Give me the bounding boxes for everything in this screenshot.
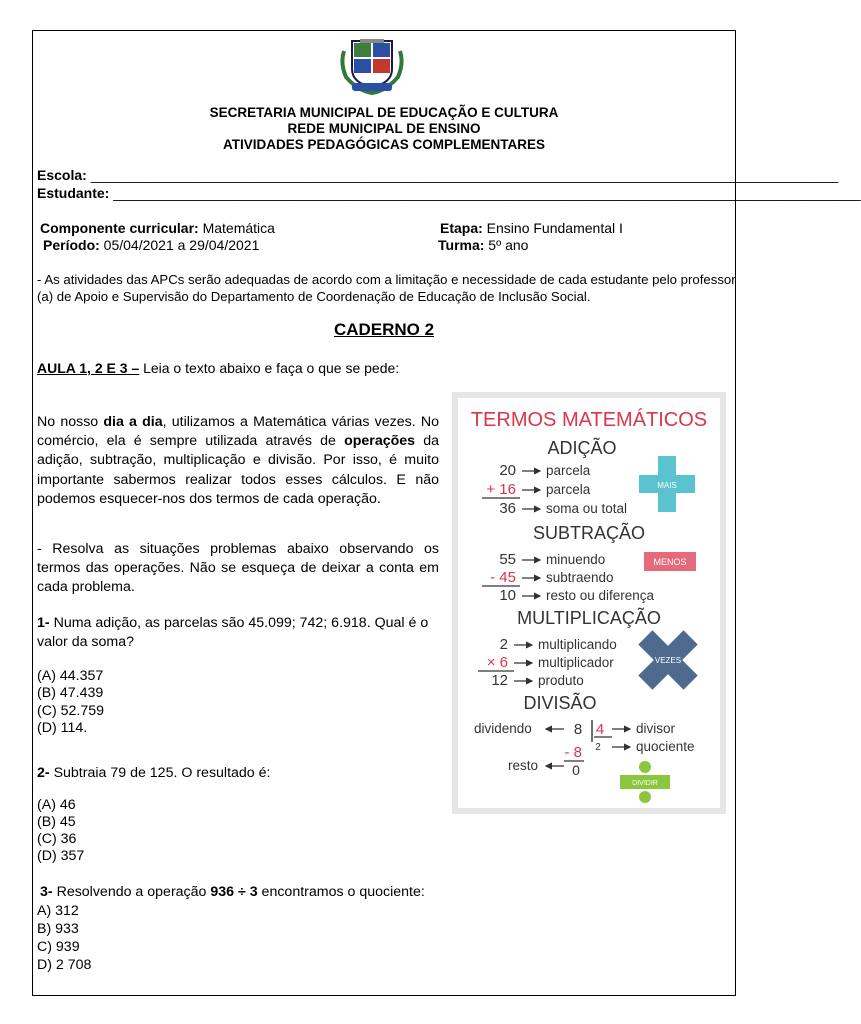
adicao-n3: 36 (499, 500, 516, 517)
multiplicacao-t2: multiplicador (538, 655, 614, 670)
option[interactable]: C) 939 (37, 939, 80, 955)
subtracao-t1: minuendo (546, 552, 606, 567)
question-1-options (37, 668, 104, 738)
question-3-options (37, 902, 91, 974)
municipal-crest-logo (338, 33, 406, 97)
question-3-text: Resolvendo a operação (52, 884, 211, 900)
intro-text: No nosso (37, 414, 104, 430)
divisao-resto: resto (508, 758, 539, 773)
poster-title: TERMOS MATEMÁTICOS (470, 409, 708, 431)
divisao-dividendo: dividendo (474, 721, 532, 736)
header-line-1: SECRETARIA MUNICIPAL DE EDUCAÇÃO E CULTURA (209, 105, 559, 120)
adicao-t1: parcela (546, 463, 591, 478)
option[interactable]: (D) 114. (37, 720, 88, 737)
option[interactable]: (D) 357 (37, 848, 85, 864)
etapa-label: Etapa: (440, 220, 483, 236)
periodo-value: 05/04/2021 a 29/04/2021 (99, 237, 260, 253)
intro-bold-dia: dia a dia (103, 414, 163, 430)
subtracao-n2: - 45 (490, 569, 516, 586)
option[interactable]: (B) 45 (37, 814, 76, 830)
subtracao-t3: resto ou diferença (546, 588, 655, 603)
multiplicacao-n1: 2 (499, 636, 508, 653)
multiplicacao-badge: VEZES (654, 656, 682, 665)
turma-label: Turma: (438, 237, 485, 253)
estudante-label: Estudante: (37, 185, 110, 201)
question-2-text: Subtraia 79 de 125. O resultado é: (49, 765, 271, 781)
etapa (440, 220, 623, 236)
adicao-n2: + 16 (486, 481, 516, 498)
option[interactable]: (C) 52.759 (37, 702, 105, 719)
adicao-heading: ADIÇÃO (547, 438, 617, 458)
option[interactable]: A) 312 (37, 903, 79, 919)
estudante-blank: ________________________________________________________________________________________________ (113, 185, 861, 201)
divisao-d8: 8 (573, 721, 583, 738)
subtracao-n3: 10 (499, 587, 516, 604)
subtracao-heading: SUBTRAÇÃO (532, 523, 646, 543)
escola-label: Escola: (37, 167, 87, 183)
divisao-heading: DIVISÃO (523, 693, 597, 713)
multiplicacao-n3: 12 (491, 672, 508, 689)
multiplicacao-n2: × 6 (486, 654, 508, 671)
inclusion-note: - As atividades das APCs serão adequadas de acordo com a limitação e necessidade de cada estudante pelo professor (a) de Apoio e Supervisão do Departamento de Coordenação de Educação de Inclusão Social. (37, 272, 736, 304)
turma-value: 5º ano (484, 237, 529, 253)
option[interactable]: B) 933 (37, 921, 79, 937)
math-terms-poster (452, 392, 726, 814)
turma (438, 237, 528, 253)
subtracao-n1: 55 (499, 551, 516, 568)
question-2-options (37, 797, 84, 865)
subtracao-badge: MENOS (653, 557, 687, 567)
question-1 (37, 614, 439, 652)
question-3-text: encontramos o quociente: (257, 884, 425, 900)
divisao-d4: 4 (595, 721, 605, 738)
option[interactable]: D) 2 708 (37, 957, 92, 973)
componente-value: Matemática (198, 220, 275, 236)
divisao-q2: 2 (595, 742, 601, 753)
intro-text: , utilizamos a Matemática várias vezes. No comércio, ela é sempre utilizada através de (37, 414, 439, 450)
header-line-3: ATIVIDADES PEDAGÓGICAS COMPLEMENTARES (222, 137, 546, 152)
option[interactable]: (C) 36 (37, 831, 77, 847)
intro-text: da adição, subtração, multiplicação e divisão. Por isso, é muito importante sabermos realizar todos esses cálculos. E não podemos esquecer-nos dos termos de cada operação. (37, 433, 439, 507)
question-1-number: 1- (37, 615, 50, 631)
aula-heading (37, 360, 399, 376)
question-3 (40, 884, 425, 900)
divisao-r0: 0 (572, 762, 580, 778)
componente-label: Componente curricular: (40, 220, 199, 236)
aula-label: AULA 1, 2 E 3 – (37, 360, 140, 376)
divisao-m8: - 8 (564, 744, 582, 761)
adicao-t3: soma ou total (546, 501, 628, 516)
question-3-operation: 936 ÷ 3 (210, 884, 258, 900)
question-3-number: 3- (40, 884, 53, 900)
adicao-n1: 20 (499, 462, 516, 479)
aula-text: Leia o texto abaixo e faça o que se pede: (139, 360, 400, 376)
adicao-badge: MAIS (657, 481, 677, 490)
question-1-text: Numa adição, as parcelas são 45.099; 742; 6.918. Qual é o valor da soma? (37, 615, 429, 651)
componente-curricular (40, 220, 275, 236)
multiplicacao-t1: multiplicando (538, 637, 617, 652)
escola-field[interactable] (37, 167, 839, 183)
multiplicacao-heading: MULTIPLICAÇÃO (517, 608, 661, 628)
question-2-number: 2- (37, 765, 50, 781)
intro-bold-operacoes: operações (344, 433, 416, 450)
etapa-value: Ensino Fundamental I (482, 220, 623, 236)
option[interactable]: (A) 44.357 (37, 668, 104, 684)
estudante-field[interactable] (37, 185, 861, 201)
divisao-badge: DIVIDIR (632, 780, 658, 787)
adicao-t2: parcela (546, 482, 591, 497)
divisao-divisor: divisor (636, 721, 676, 736)
divisao-quociente: quociente (636, 739, 695, 754)
subtracao-t2: subtraendo (546, 570, 614, 585)
intro-paragraph (37, 413, 439, 509)
question-2 (37, 764, 439, 783)
multiplicacao-t3: produto (538, 673, 584, 688)
header-line-2: REDE MUNICIPAL DE ENSINO (287, 121, 481, 136)
instruction-paragraph: - Resolva as situações problemas abaixo observando os termos das operações. Não se esqueça de deixar a conta em cada problema. (37, 541, 439, 596)
periodo (43, 237, 259, 253)
page-title: CADERNO 2 (333, 320, 435, 339)
periodo-label: Período: (43, 237, 100, 253)
option[interactable]: (A) 46 (37, 797, 76, 813)
escola-blank: ________________________________________________________________________________________________ (90, 167, 839, 183)
option[interactable]: (B) 47.439 (37, 685, 104, 702)
